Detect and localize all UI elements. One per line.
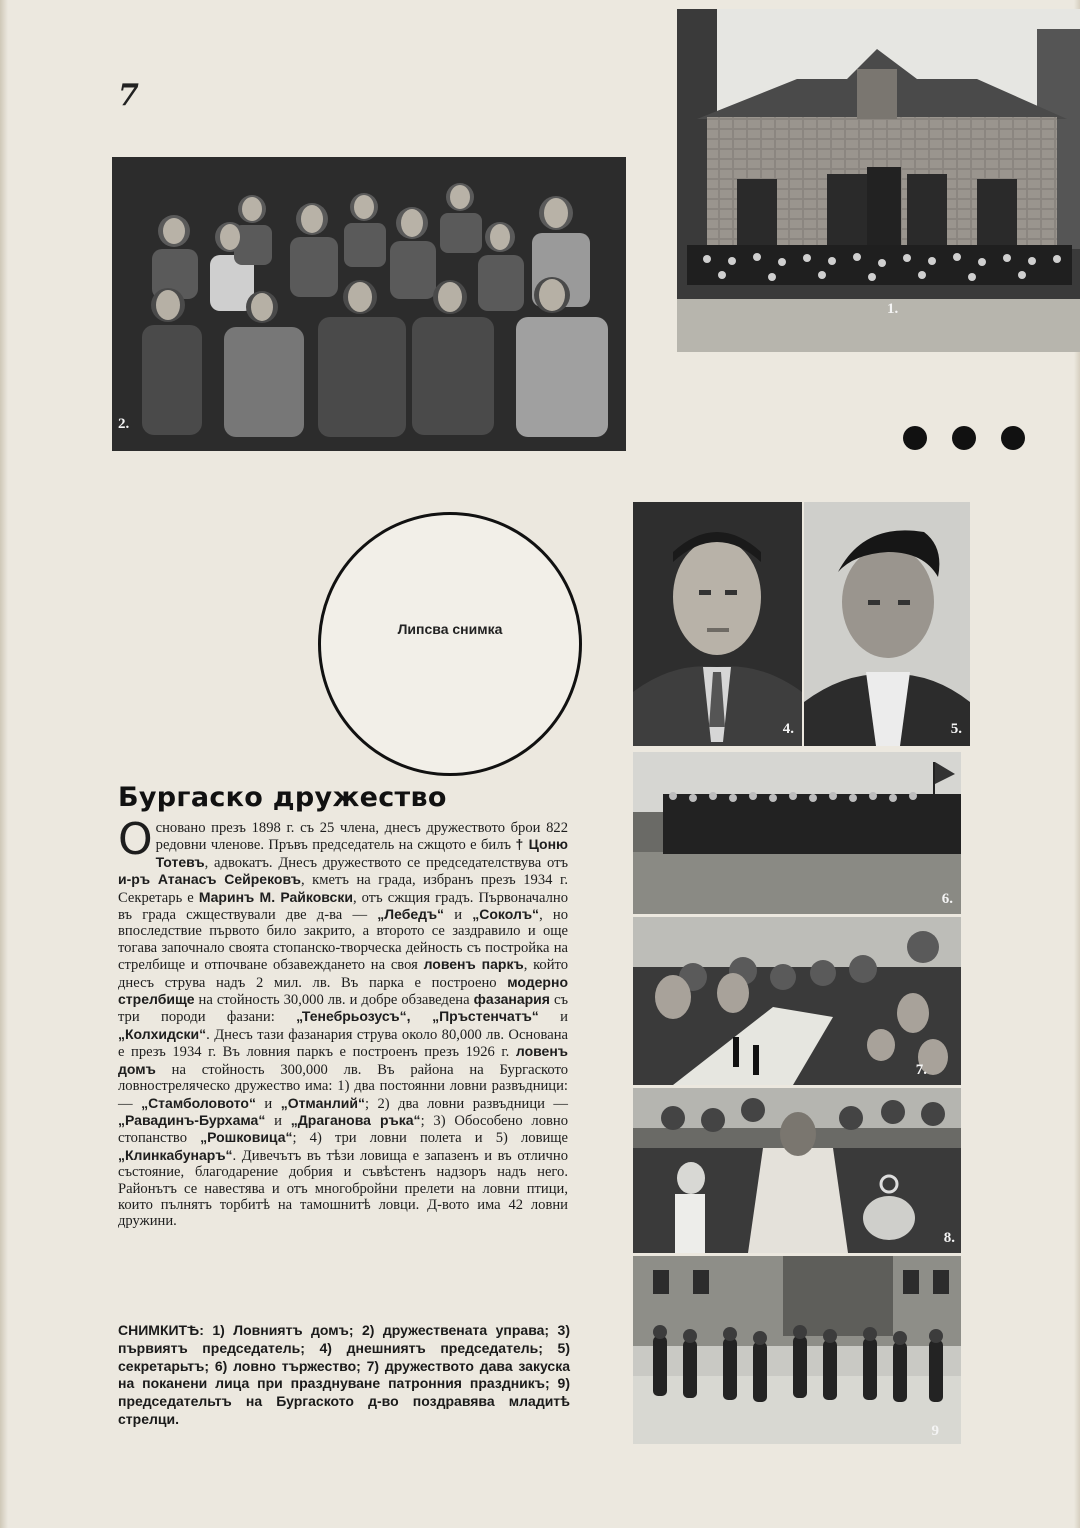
article-text: и <box>265 1112 291 1129</box>
photo-number-7: 7. <box>915 1062 927 1078</box>
decorative-dot <box>1001 426 1025 450</box>
article-emphasis: ловенъ домъ <box>118 1043 568 1077</box>
article-emphasis: Маринъ М. Райковски <box>198 888 353 905</box>
article-emphasis: и-ръ Атанасъ Сейрековъ <box>118 871 301 888</box>
photo-parade <box>633 1256 961 1444</box>
photo-board-group <box>112 157 626 451</box>
article-text: . Днесъ тази фазанария струва около 80,000 лв. Основана е презъ 1934 г. Въ ловния паркъ е построенъ презъ 1926 г. <box>118 1026 568 1061</box>
photo-current-chairman <box>633 502 802 746</box>
article-text: , който днесъ струва надъ 2 мил. лв. Въ парка е построено <box>118 957 569 991</box>
photo-number-5: 5. <box>950 721 962 737</box>
article-text: , но впоследствие първото било закрито, а второто се заздравило и още тогава започнало своята стопанско-творческа дейность съ постройка на стрелбище и отпочване обзавеждането на своя <box>118 907 569 974</box>
article-text: на стойность 30,000 лв. и добре обзаведена <box>194 992 474 1009</box>
article-emphasis: модерно стрелбище <box>118 973 568 1008</box>
drop-cap: О <box>118 814 153 865</box>
article-text: , адвокатъ. Днесъ дружеството се председателствува отъ <box>204 854 568 871</box>
article-emphasis: „Равадинъ-Бурхама“ <box>118 1111 266 1128</box>
article-emphasis: „Колхидски“ <box>118 1025 207 1042</box>
article-emphasis: „Соколъ“ <box>472 906 540 923</box>
photo-captions: СНИМКИТѢ: 1) Ловниятъ домъ; 2) дружествената управа; 3) първиятъ председатель; 4) днешниятъ председатель; 5) секретарьтъ; 6) ловно тържество; 7) дружеството дава закуска на поканени лица при празднуване патронния праздникъ; 9) председательтъ на Бургаското д-во поздравява младитѣ стрелци. <box>118 1322 570 1427</box>
missing-photo-placeholder <box>318 512 582 776</box>
article-text: на стойность 300,000 лв. Въ района на Бургаското ловностреляческо дружество има: 1) два постоянни ловни развъдници: — <box>118 1061 568 1112</box>
article-emphasis: † Цоню Тотевъ <box>155 836 568 870</box>
article-text: . Дивечътъ въ тѣзи ловища е запазенъ и въ отлично състояние, благодарение добрия и съвѣстенъ надзоръ надъ него. Районътъ се навестява и отъ многобройни прелети на ловни птици, които пълнятъ торбитѣ на тамошнитѣ ловци. Д-вото има 42 ловни дружини. <box>118 1147 568 1230</box>
article-text: , кметъ на града, избранъ презъ 1934 г. Секретарь е <box>118 872 568 906</box>
photo-number-8: 8. <box>943 1230 955 1246</box>
article-emphasis: „Драганова ръка“ <box>290 1111 421 1128</box>
page-edge-left <box>0 0 8 1528</box>
photo-breakfast <box>633 917 961 1085</box>
article-text: и <box>444 907 473 924</box>
article-emphasis: „Клинкабунаръ“ <box>118 1146 233 1163</box>
article-text: ; 3) Обособено ловно стопанство <box>118 1112 569 1147</box>
photo-number-1: 1. <box>887 301 899 317</box>
article-body <box>118 814 569 1230</box>
photo-number-6: 6. <box>941 891 953 907</box>
photo-number-2: 2. <box>118 416 130 432</box>
article-emphasis: „Отманлий“ <box>280 1094 365 1111</box>
article-emphasis: „Тенебрьозусъ“, „Пръстенчатъ“ <box>296 1008 539 1025</box>
missing-photo-label: Липсва снимка <box>397 621 503 637</box>
page-number: 7 <box>118 78 139 113</box>
article-text: , отъ сжщия градъ. Първоначално въ града сжществували две д-ва — <box>118 889 569 924</box>
article-text: съ три породи фазани: <box>118 992 568 1026</box>
photo-number-9: 9 <box>931 1423 939 1439</box>
photo-number-4: 4. <box>782 721 794 737</box>
article-emphasis: ловенъ паркъ <box>423 956 524 973</box>
photo-hunting-ceremony <box>633 752 961 914</box>
article-emphasis: „Рошковица“ <box>200 1129 293 1146</box>
article-text: и <box>255 1095 281 1112</box>
article-emphasis: фазанария <box>473 991 550 1008</box>
decorative-dot <box>952 426 976 450</box>
article-text: и <box>538 1009 568 1026</box>
article-text: ; 2) два ловни развъдници — <box>364 1095 569 1112</box>
article-emphasis: „Лебедъ“ <box>377 906 445 923</box>
photo-blessing <box>633 1088 961 1253</box>
article-emphasis: „Стамболовото“ <box>141 1094 256 1111</box>
article-text: сновано презъ 1898 г. съ 25 члена, днесъ дружеството брои 822 редовни членове. Пръвъ председатель на сжщото е билъ <box>155 820 568 854</box>
photo-secretary <box>804 502 970 746</box>
article-text: ; 4) три ловни полета и 5) ловище <box>292 1130 568 1147</box>
decorative-dot <box>903 426 927 450</box>
article-heading: Бургаско дружество <box>118 782 447 813</box>
photo-hunting-lodge <box>677 9 1080 352</box>
